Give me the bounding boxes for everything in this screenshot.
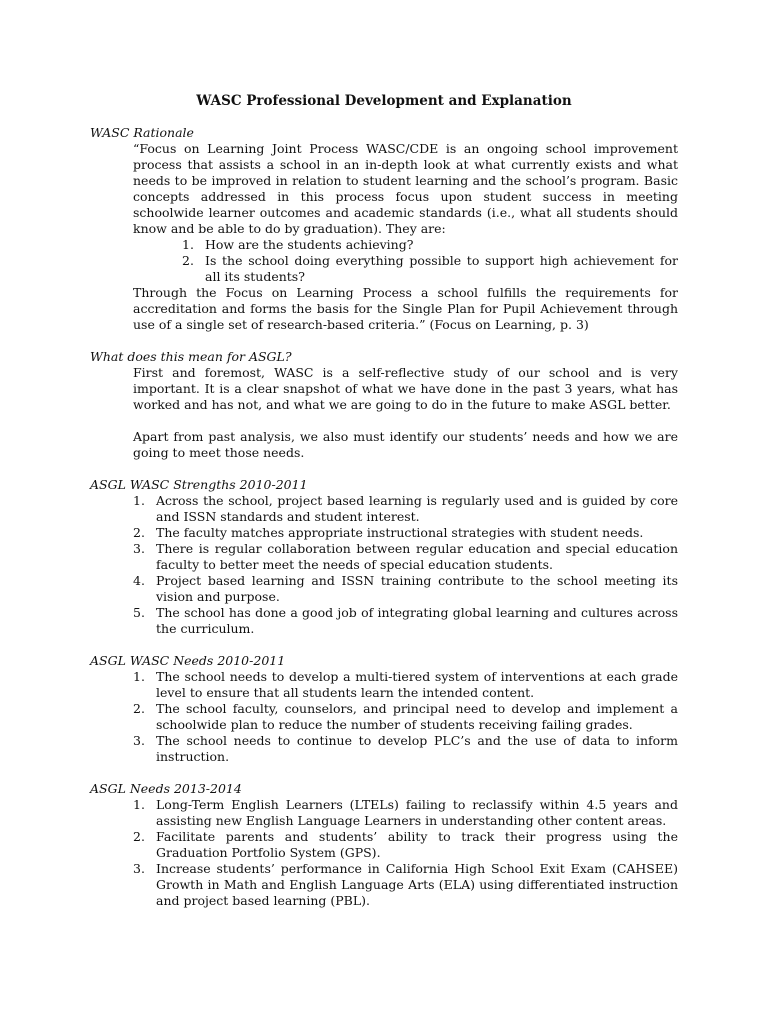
meaning-paragraph-1: First and foremost, WASC is a self-reflective study of our school and is very important. It is a clear snapshot of what we have done in the past 3 years, what has worked and has not, and what we are going to do in the future to make ASGL better. <box>133 365 678 412</box>
list-item: 1. How are the students achieving? <box>182 237 414 252</box>
section-needs-2010 <box>90 653 678 765</box>
list-item: 1. The school needs to develop a multi-tiered system of interventions at each grade level to ensure that all students learn the intended content. <box>133 669 678 700</box>
strengths-list <box>133 493 678 637</box>
list-item: 5. The school has done a good job of integrating global learning and cultures across the curriculum. <box>133 605 678 636</box>
section-heading-meaning: What does this mean for ASGL? <box>90 349 292 364</box>
list-item: 2. The school faculty, counselors, and principal need to develop and implement a schoolwide plan to reduce the number of students receiving failing grades. <box>133 701 678 732</box>
section-heading-needs-2010: ASGL WASC Needs 2010-2011 <box>90 653 286 668</box>
list-item: 1. Long-Term English Learners (LTELs) failing to reclassify within 4.5 years and assisting new English Language Learners in understanding other content areas. <box>133 797 678 828</box>
section-meaning <box>90 349 678 461</box>
section-heading-rationale: WASC Rationale <box>90 125 194 140</box>
quote-end: Through the Focus on Learning Process a school fulfills the requirements for accreditation and forms the basis for the Single Plan for Pupil Achievement through use of a single set of research-based criteria.” (Focus on Learning, p. 3) <box>133 285 678 332</box>
list-item: 2. The faculty matches appropriate instructional strategies with student needs. <box>133 525 644 540</box>
list-item: 3. There is regular collaboration between regular education and special education faculty to better meet the needs of special education students. <box>133 541 678 572</box>
list-item: 3. Increase students’ performance in California High School Exit Exam (CAHSEE) Growth in Math and English Language Arts (ELA) using differentiated instruction and project based learning (PBL). <box>133 861 678 908</box>
needs-2013-list <box>133 797 678 909</box>
list-item: 4. Project based learning and ISSN training contribute to the school meeting its vision and purpose. <box>133 573 678 604</box>
section-needs-2013 <box>90 781 678 909</box>
list-item: 2. Is the school doing everything possible to support high achievement for all its students? <box>182 253 678 284</box>
section-heading-needs-2013: ASGL Needs 2013-2014 <box>90 781 242 796</box>
needs-2010-list <box>133 669 678 765</box>
list-item: 1. Across the school, project based learning is regularly used and is guided by core and ISSN standards and student interest. <box>133 493 678 524</box>
section-heading-strengths: ASGL WASC Strengths 2010-2011 <box>90 477 308 492</box>
section-strengths <box>90 477 678 637</box>
quote-intro: “Focus on Learning Joint Process WASC/CDE is an ongoing school improvement process that assists a school in an in-depth look at what currently exists and what needs to be improved in relation to student learning and the school’s program. Basic concepts addressed in this process focus upon student success in meeting schoolwide learner outcomes and academic standards (i.e., what all students should know and be able to do by graduation). They are: <box>133 141 678 236</box>
meaning-paragraph-2: Apart from past analysis, we also must identify our students’ needs and how we are going to meet those needs. <box>133 429 678 460</box>
list-item: 3. The school needs to continue to develop PLC’s and the use of data to inform instruction. <box>133 733 678 764</box>
question-list <box>182 237 678 285</box>
page-title: WASC Professional Development and Explanation <box>196 93 572 109</box>
list-item: 2. Facilitate parents and students’ ability to track their progress using the Graduation Portfolio System (GPS). <box>133 829 678 860</box>
section-rationale <box>90 125 678 333</box>
